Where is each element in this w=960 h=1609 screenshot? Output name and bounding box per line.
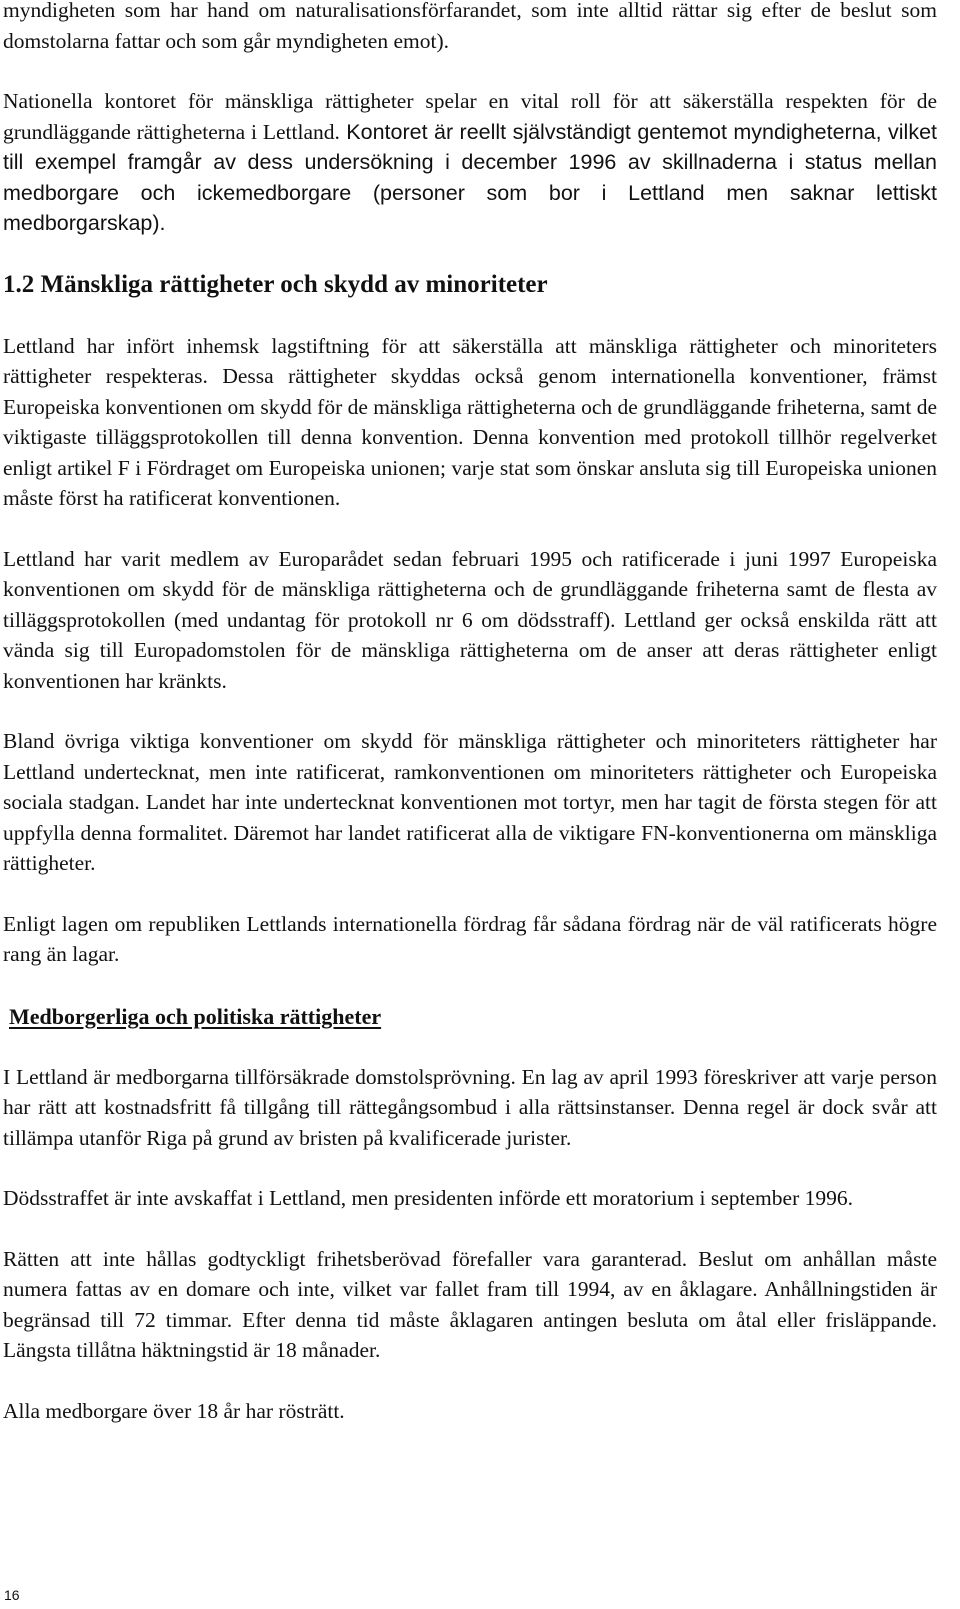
subheading-civil-political-rights: Medborgerliga och politiska rättigheter <box>9 1003 382 1029</box>
paragraph-court-review: I Lettland är medborgarna tillförsäkrade domstolsprövning. En lag av april 1993 föreskriver att varje person har rätt att kostnadsfritt få tillgång till rättegångsombud i alla rättsinstanser. Denna regel är dock svår att tillämpa utanför Riga på grund av bristen på kvalificerade jurister. <box>3 1064 937 1150</box>
paragraph-other-conventions: Bland övriga viktiga konventioner om skydd för mänskliga rättigheter och minoriteters rättigheter har Lettland undertecknat, men inte ratificerat, ramkonventionen om minoriteters rättigheter och Europeiska sociala stadgan. Landet har inte undertecknat konventionen mot tortyr, men har tagit de första stegen för att uppfylla denna formalitet. Däremot har landet ratificerat alla de viktigare FN-konventionerna om mänskliga rättigheter. <box>3 729 937 875</box>
paragraph-detention: Rätten att inte hållas godtyckligt frihetsberövad förefaller vara garanterad. Beslut om anhållan måste numera fattas av en domare och inte, vilket var fallet fram till 1994, av en åklagare. Anhållningstiden är begränsad till 72 timmar. Efter denna tid måste åklagaren antingen besluta om åtal eller frisläppande. Längsta tillåtna häktningstid är 18 månader. <box>3 1246 937 1362</box>
office-paragraph <box>3 86 937 239</box>
document-page <box>3 0 937 1426</box>
paragraph-treaties: Enligt lagen om republiken Lettlands internationella fördrag får sådana fördrag när de väl ratificerats högre rang än lagar. <box>3 911 937 966</box>
fragment-paragraph: myndigheten som har hand om naturalisationsförfarandet, som inte alltid rättar sig efter de beslut som domstolarna fattar och som går myndigheten emot). <box>3 0 937 53</box>
paragraph-voting: Alla medborgare över 18 år har rösträtt. <box>3 1398 345 1423</box>
office-paragraph-part2: Kontoret är reellt självständigt gentemot myndigheterna, vilket till exempel framgår av dess undersökning i december 1996 av skillnaderna i status mellan medborgare och ickemedborgare (personer som bor i Lettland men saknar lettiskt medborgarskap). <box>3 119 937 235</box>
paragraph-council-of-europe: Lettland har varit medlem av Europarådet sedan februari 1995 och ratificerade i juni 1997 Europeiska konventionen om skydd för de mänskliga rättigheterna och de grundläggande friheterna samt de flesta av tilläggsprotokollen (med undantag för protokoll nr 6 om dödsstraff). Lettland ger också enskilda rätt att vända sig till Europadomstolen för de mänskliga rättigheterna om de anser att deras rättigheter enligt konventionen har kränkts. <box>3 546 937 693</box>
section-heading-1-2: 1.2 Mänskliga rättigheter och skydd av minoriteter <box>3 270 548 298</box>
paragraph-legislation: Lettland har infört inhemsk lagstiftning för att säkerställa att mänskliga rättigheter och minoriteters rättigheter respekteras. Dessa rättigheter skyddas också genom internationella konventioner, främst Europeiska konventionen om skydd för de mänskliga rättigheterna och de grundläggande friheterna, samt de viktigaste tilläggsprotokollen till denna konvention. Denna konvention med protokoll tillhör regelverket enligt artikel F i Fördraget om Europeiska unionen; varje stat som önskar ansluta sig till Europeiska unionen måste först ha ratificerat konventionen. <box>3 333 937 510</box>
office-paragraph-part1: Nationella kontoret för mänskliga rättigheter spelar en vital roll för att säkerställa respekten för de grundläggande rättigheterna i Lettland. <box>3 89 937 144</box>
page-number: 16 <box>4 1587 20 1603</box>
paragraph-death-penalty: Dödsstraffet är inte avskaffat i Lettland, men presidenten införde ett moratorium i september 1996. <box>3 1186 853 1210</box>
